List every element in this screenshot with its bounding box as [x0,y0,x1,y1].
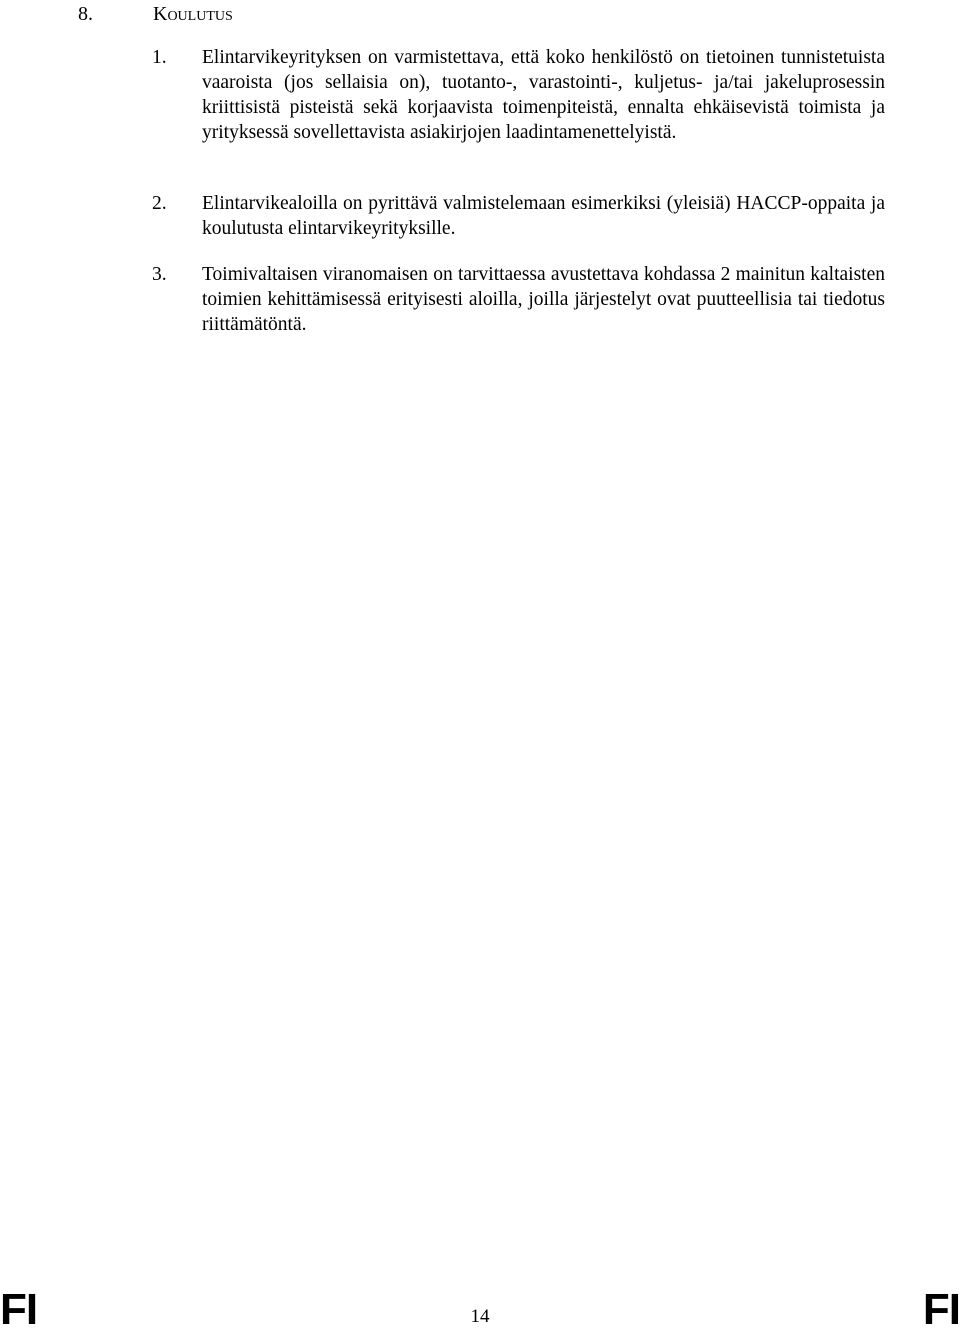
item-number: 2. [152,193,167,214]
section-heading [78,2,233,26]
page-number: 14 [470,1306,490,1327]
item-text: Elintarvikeyrityksen on varmistettava, että koko henkilöstö on tietoinen tunnistetuista vaaroista (jos sellaisia on), tuotanto-, varastointi-, kuljetus- ja/tai jakeluprosessin kriittisistä pisteistä sekä korjaavista toimenpiteistä, ennalta ehkäisevistä toimista ja yrityksessä sovellettavista asiakirjojen laadintamenettelyistä. [202,47,885,143]
item-number: 3. [152,264,167,285]
section-title: Koulutus [153,3,233,25]
item-text: Elintarvikealoilla on pyrittävä valmistelemaan esimerkiksi (yleisiä) HACCP-oppaita ja koulutusta elintarvikeyrityksille. [202,193,885,239]
footer-language-code-left: FI [0,1285,38,1334]
footer-language-code-right: FI [922,1285,960,1334]
list-item [152,45,885,145]
section-number: 8. [78,3,93,25]
list-item [152,262,885,337]
item-number: 1. [152,47,167,68]
list-item [152,191,885,241]
item-text: Toimivaltaisen viranomaisen on tarvittaessa avustettava kohdassa 2 mainitun kaltaisten toimien kehittämisessä erityisesti aloilla, joilla järjestelyt ovat puutteellisia tai tiedotus riittämätöntä. [202,264,885,335]
